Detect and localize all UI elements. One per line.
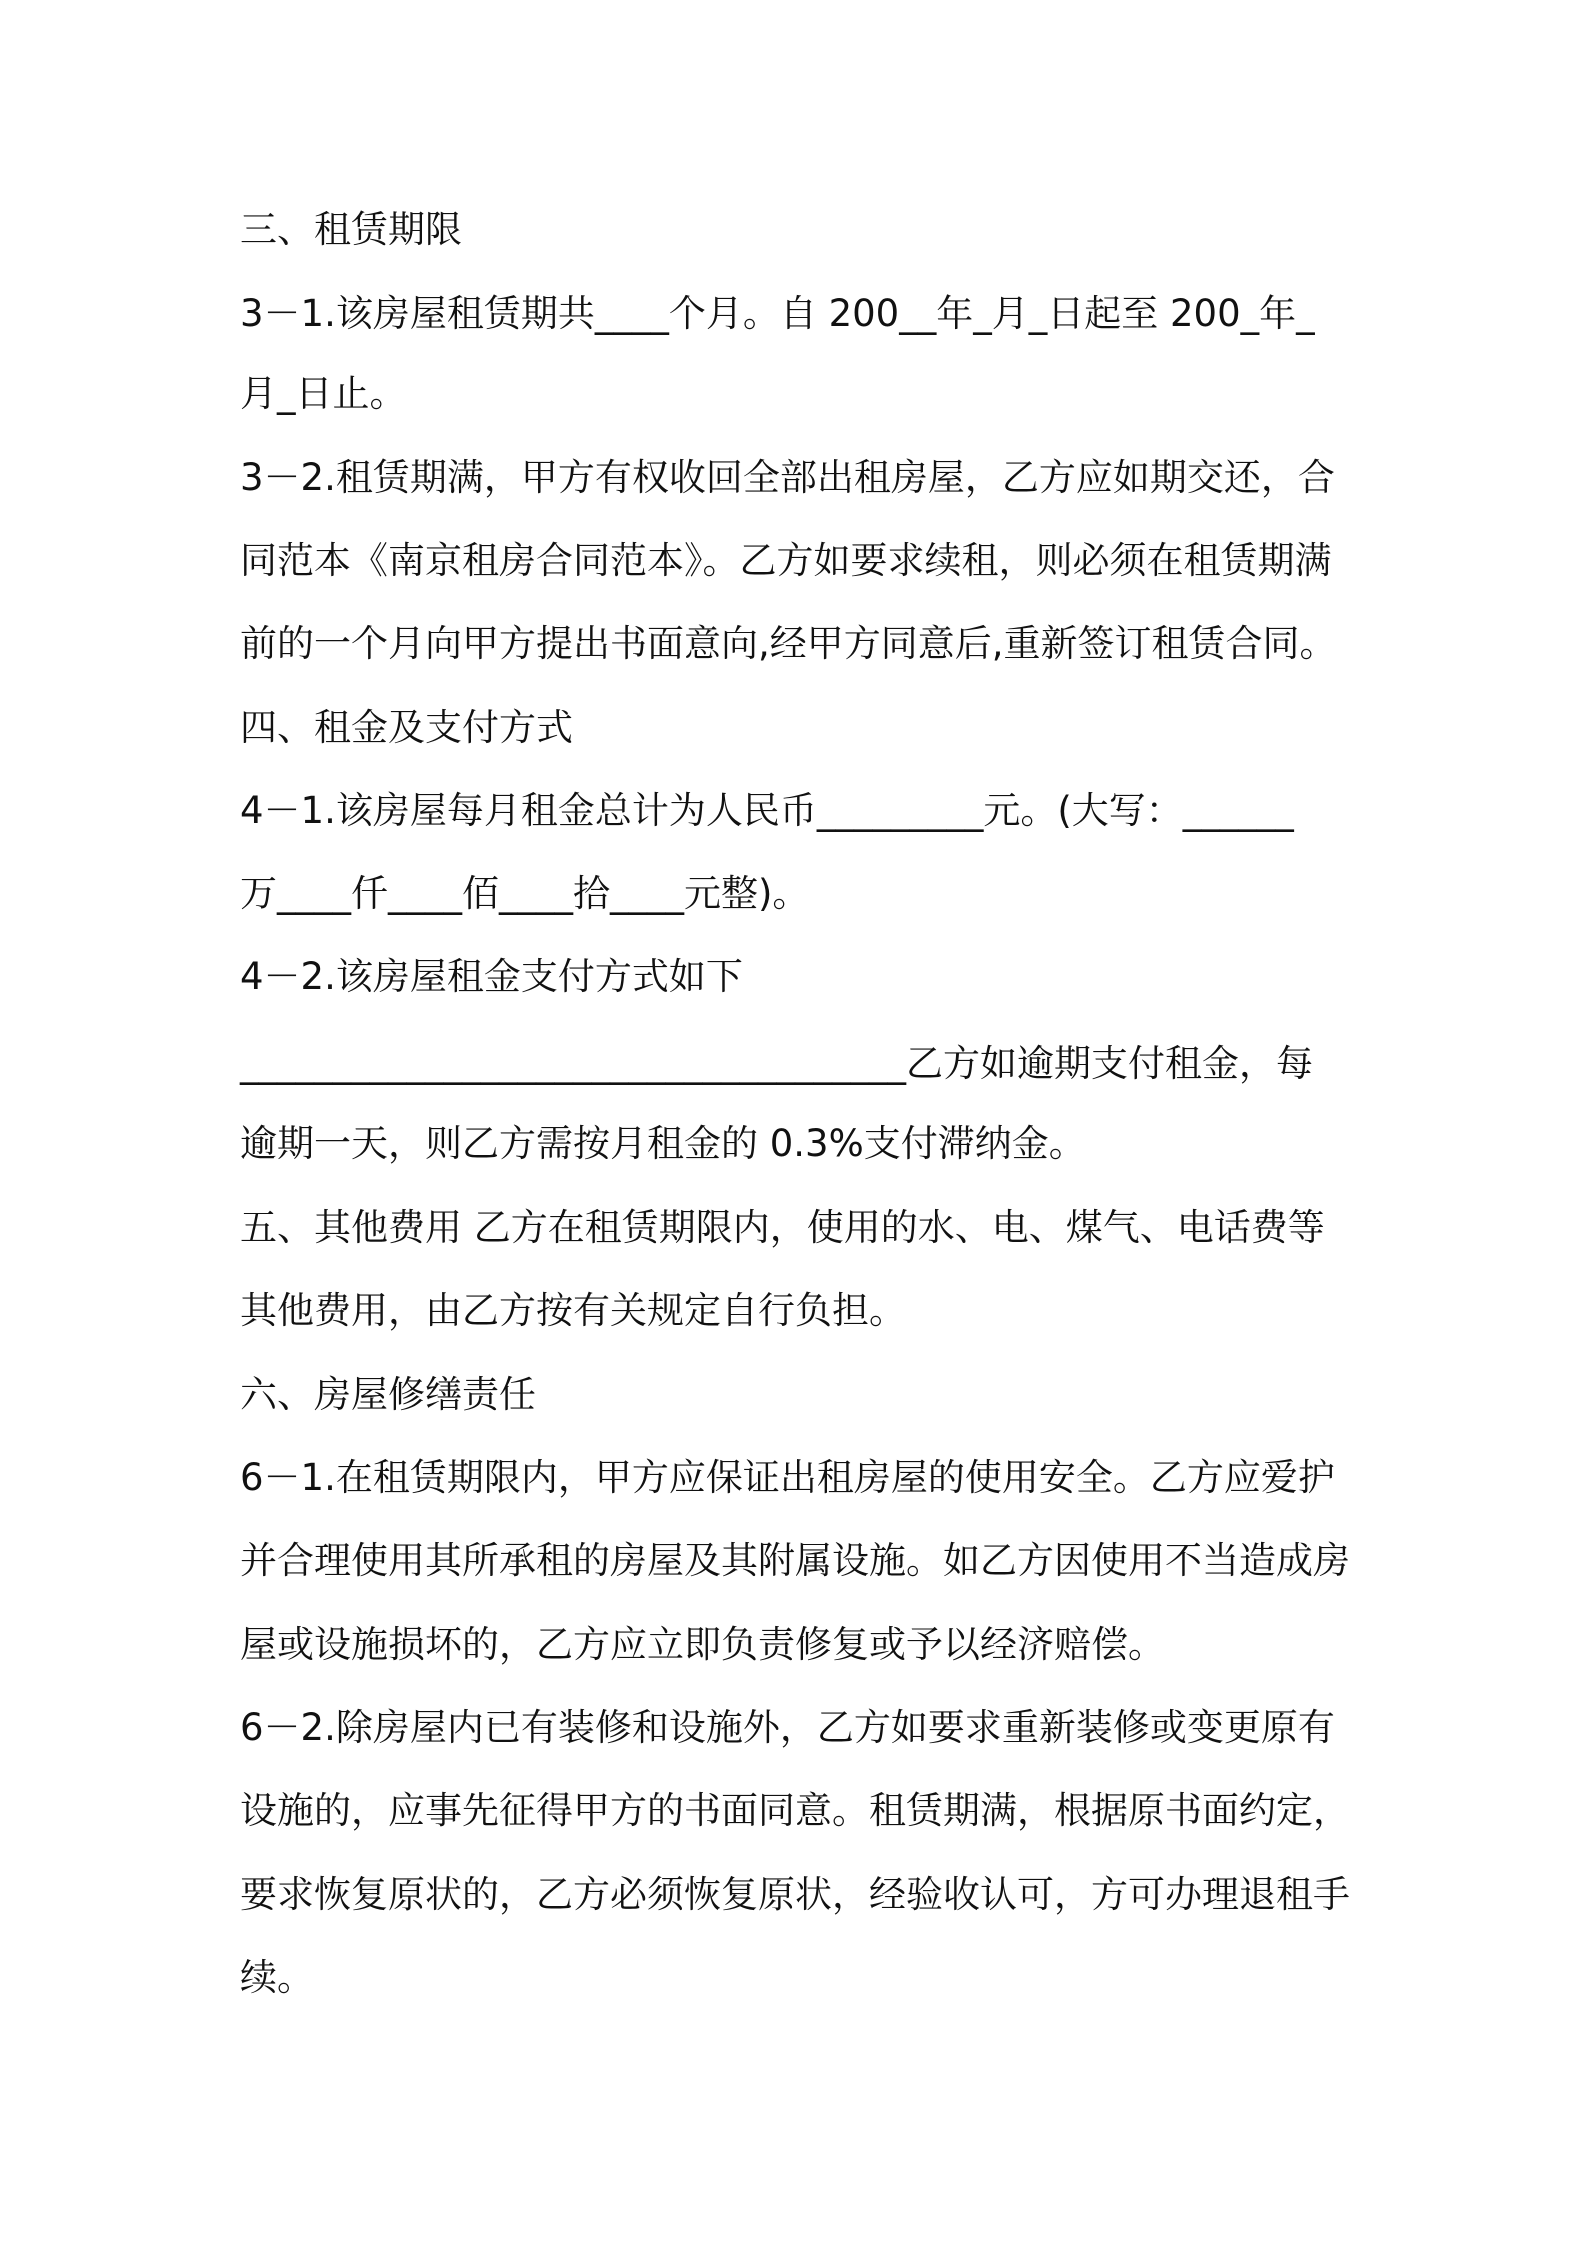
clause-3-2-line-1: 3－2.租赁期满，甲方有权收回全部出租房屋，乙方应如期交还，合 xyxy=(240,456,1335,499)
clause-6-1-line-1: 6－1.在租赁期限内，甲方应保证出租房屋的使用安全。乙方应爱护 xyxy=(240,1456,1335,1499)
clause-4-2-line-1: 4－2.该房屋租金支付方式如下 xyxy=(240,955,743,998)
clause-6-2-line-2: 设施的，应事先征得甲方的书面同意。租赁期满，根据原书面约定， xyxy=(240,1789,1350,1832)
section-other-fees-line-2: 其他费用，由乙方按有关规定自行负担。 xyxy=(240,1289,906,1332)
clause-3-1-line-2: 月_日止。 xyxy=(240,372,407,415)
clause-6-2-line-3: 要求恢复原状的，乙方必须恢复原状，经验收认可，方可办理退租手 xyxy=(240,1873,1350,1916)
clause-6-2-line-1: 6－2.除房屋内已有装修和设施外，乙方如要求重新装修或变更原有 xyxy=(240,1706,1335,1749)
clause-4-1-line-2: 万____仟____佰____拾____元整)。 xyxy=(240,872,810,915)
section-other-fees-line-1: 五、其他费用 乙方在租赁期限内，使用的水、电、煤气、电话费等 xyxy=(240,1206,1325,1249)
clause-4-2-line-3: 逾期一天，则乙方需按月租金的 0.3%支付滞纳金。 xyxy=(240,1122,1086,1165)
clause-3-2-line-2: 同范本《南京租房合同范本》。乙方如要求续租，则必须在租赁期满 xyxy=(240,539,1332,582)
section-heading-lease-term: 三、租赁期限 xyxy=(240,208,462,251)
clause-3-1-line-1: 3－1.该房屋租赁期共____个月。自 200__年_月_日起至 200_年_ xyxy=(240,292,1315,335)
clause-6-2-line-4: 续。 xyxy=(240,1956,314,1999)
section-heading-rent-payment: 四、租金及支付方式 xyxy=(240,706,573,749)
section-heading-repair: 六、房屋修缮责任 xyxy=(240,1373,536,1416)
clause-6-1-line-2: 并合理使用其所承租的房屋及其附属设施。如乙方因使用不当造成房 xyxy=(240,1539,1350,1582)
clause-4-2-line-2: ____________________________________乙方如逾期支付租金，每 xyxy=(240,1042,1313,1085)
clause-3-2-line-3: 前的一个月向甲方提出书面意向,经甲方同意后,重新签订租赁合同。 xyxy=(240,622,1337,665)
clause-6-1-line-3: 屋或设施损坏的，乙方应立即负责修复或予以经济赔偿。 xyxy=(240,1623,1165,1666)
clause-4-1-line-1: 4－1.该房屋每月租金总计为人民币_________元。(大写：______ xyxy=(240,789,1294,832)
